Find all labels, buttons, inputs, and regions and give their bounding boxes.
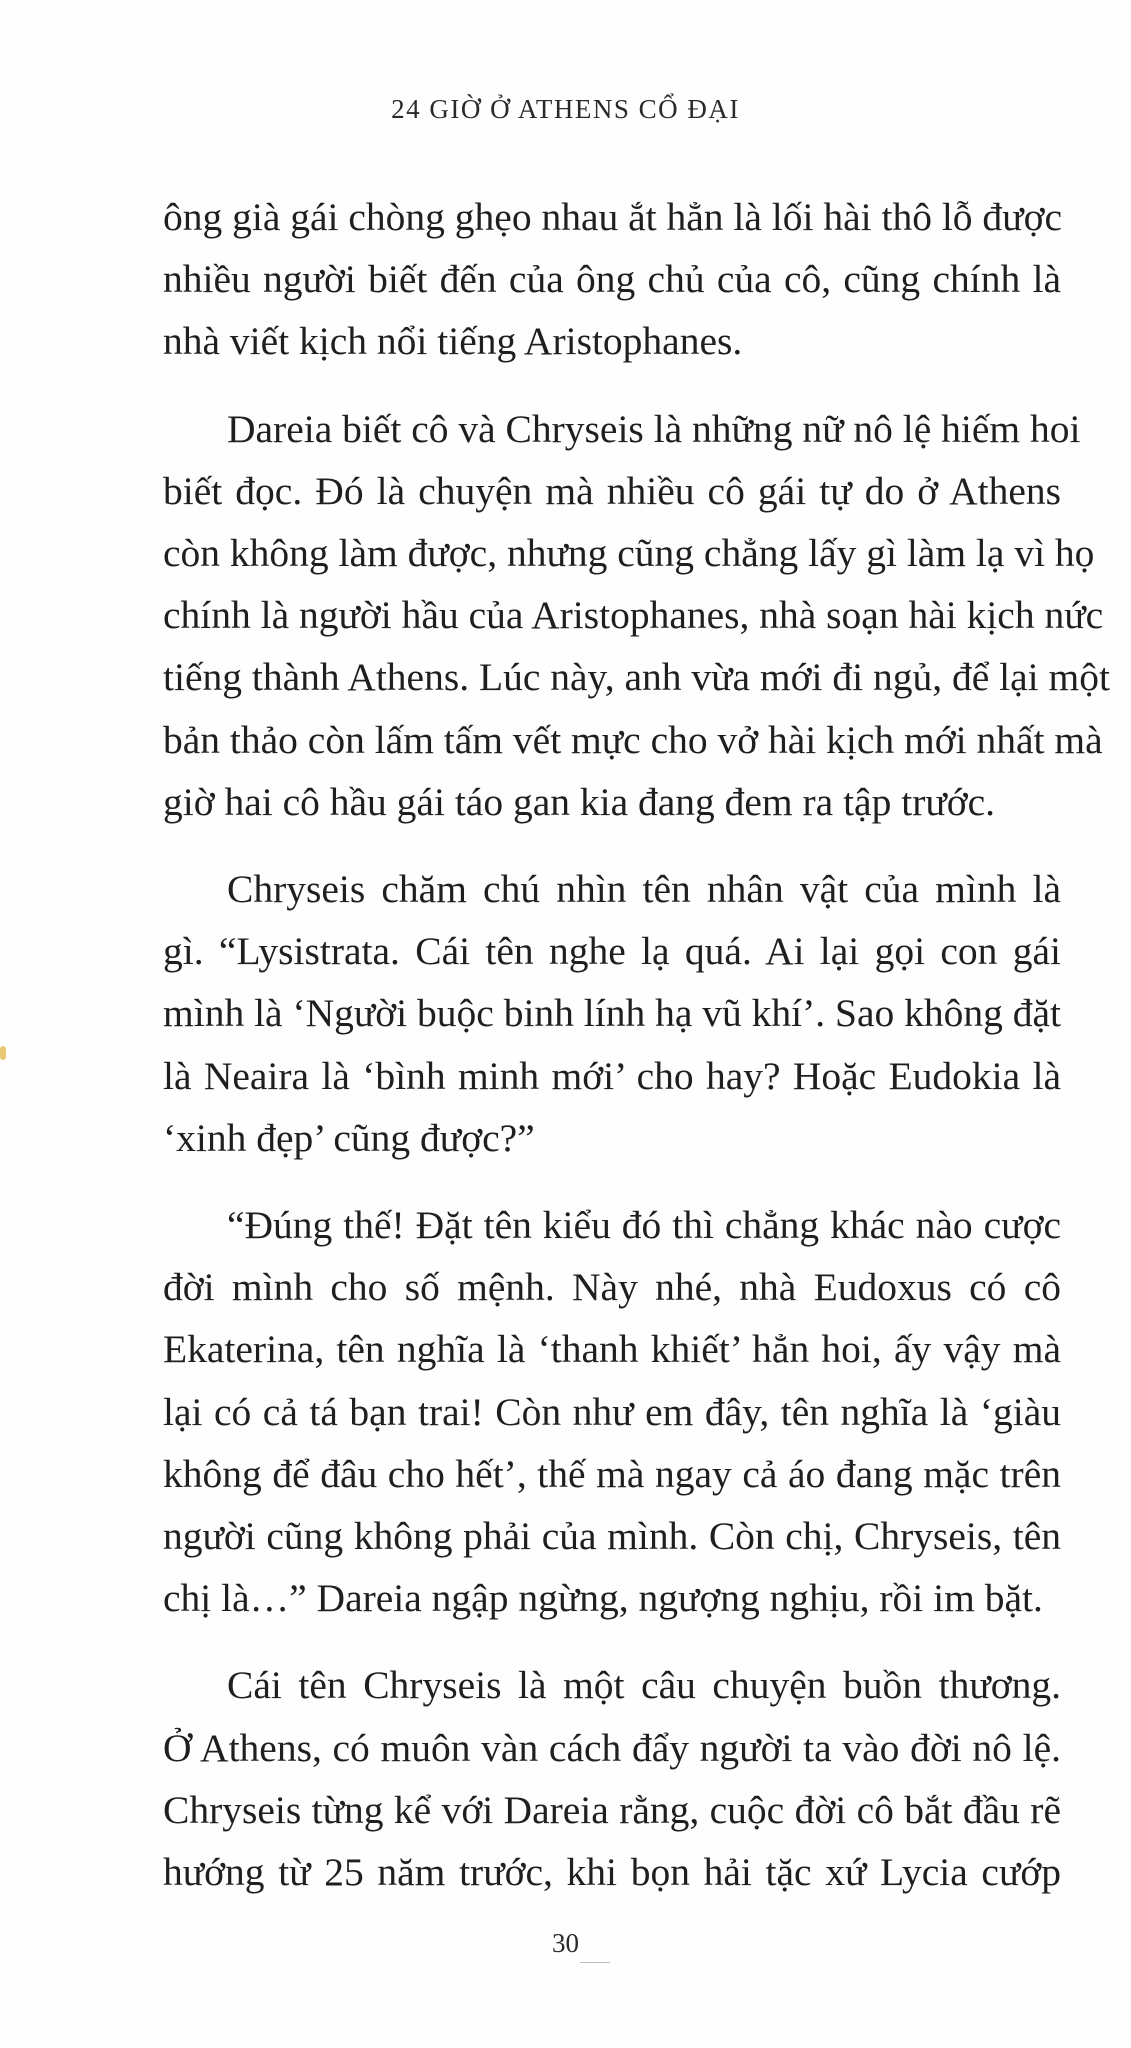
text-line: không để đâu cho hết’, thế mà ngay cả áo đang mặc trên <box>163 1451 1061 1496</box>
text-line: là Neaira là ‘bình minh mới’ cho hay? Hoặc Eudokia là <box>163 1053 1061 1098</box>
paragraph-1 <box>163 186 1061 373</box>
text-line: đời mình cho số mệnh. Này nhé, nhà Eudoxus có cô <box>163 1265 1061 1310</box>
text-line: ông già gái chòng ghẹo nhau ắt hẳn là lối hài thô lỗ được <box>163 195 1063 239</box>
text-line: “Đúng thế! Đặt tên kiểu đó thì chẳng khác nào cược <box>227 1203 1061 1248</box>
text-line: gì. “Lysistrata. Cái tên nghe lạ quá. Ai lại gọi con gái <box>163 929 1061 974</box>
text-line: chị là…” Dareia ngập ngừng, ngượng nghịu, rồi im bặt. <box>163 1576 1043 1621</box>
paragraph-4 <box>163 1194 1061 1629</box>
text-line: biết đọc. Đó là chuyện mà nhiều cô gái tự do ở Athens <box>163 468 1061 513</box>
page-number-rule <box>580 1962 610 1963</box>
text-line: người cũng không phải của mình. Còn chị, Chryseis, tên <box>163 1514 1061 1559</box>
text-line: tiếng thành Athens. Lúc này, anh vừa mới đi ngủ, để lại một <box>163 655 1110 700</box>
body-text <box>163 186 1110 1903</box>
text-line: lại có cả tá bạn trai! Còn như em đây, tên nghĩa là ‘giàu <box>163 1389 1061 1434</box>
text-line: còn không làm được, nhưng cũng chẳng lấy gì làm lạ vì họ <box>163 531 1095 576</box>
text-line: ‘xinh đẹp’ cũng được?” <box>163 1115 535 1160</box>
text-line: nhiều người biết đến của ông chủ của cô, cũng chính là <box>163 257 1061 302</box>
text-line: giờ hai cô hầu gái táo gan kia đang đem ra tập trước. <box>163 779 996 824</box>
text-line: bản thảo còn lấm tấm vết mực cho vở hài kịch mới nhất mà <box>163 717 1103 762</box>
text-line: Cái tên Chryseis là một câu chuyện buồn thương. <box>227 1663 1061 1708</box>
text-line: mình là ‘Người buộc binh lính hạ vũ khí’. Sao không đặt <box>163 991 1062 1036</box>
text-line: Ở Athens, có muôn vàn cách đẩy người ta vào đời nô lệ. <box>163 1725 1061 1770</box>
text-line: Dareia biết cô và Chryseis là những nữ nô lệ hiếm hoi <box>227 406 1081 451</box>
paragraph-5 <box>163 1654 1061 1903</box>
paragraph-3 <box>163 858 1061 1169</box>
text-line: Ekaterina, tên nghĩa là ‘thanh khiết’ hẳn hoi, ấy vậy mà <box>163 1327 1061 1372</box>
text-line: chính là người hầu của Aristophanes, nhà soạn hài kịch nức <box>163 593 1104 638</box>
text-line: nhà viết kịch nổi tiếng Aristophanes. <box>163 319 743 364</box>
paragraph-2 <box>163 398 1110 833</box>
margin-speck <box>0 1046 6 1060</box>
running-header: 24 GIỜ Ở ATHENS CỔ ĐẠI <box>391 94 740 124</box>
page-number: 30 <box>552 1928 579 1958</box>
text-line: Chryseis từng kể với Dareia rằng, cuộc đời cô bắt đầu rẽ <box>163 1787 1061 1832</box>
text-line: Chryseis chăm chú nhìn tên nhân vật của mình là <box>227 867 1061 912</box>
text-line: hướng từ 25 năm trước, khi bọn hải tặc xứ Lycia cướp <box>163 1850 1061 1895</box>
